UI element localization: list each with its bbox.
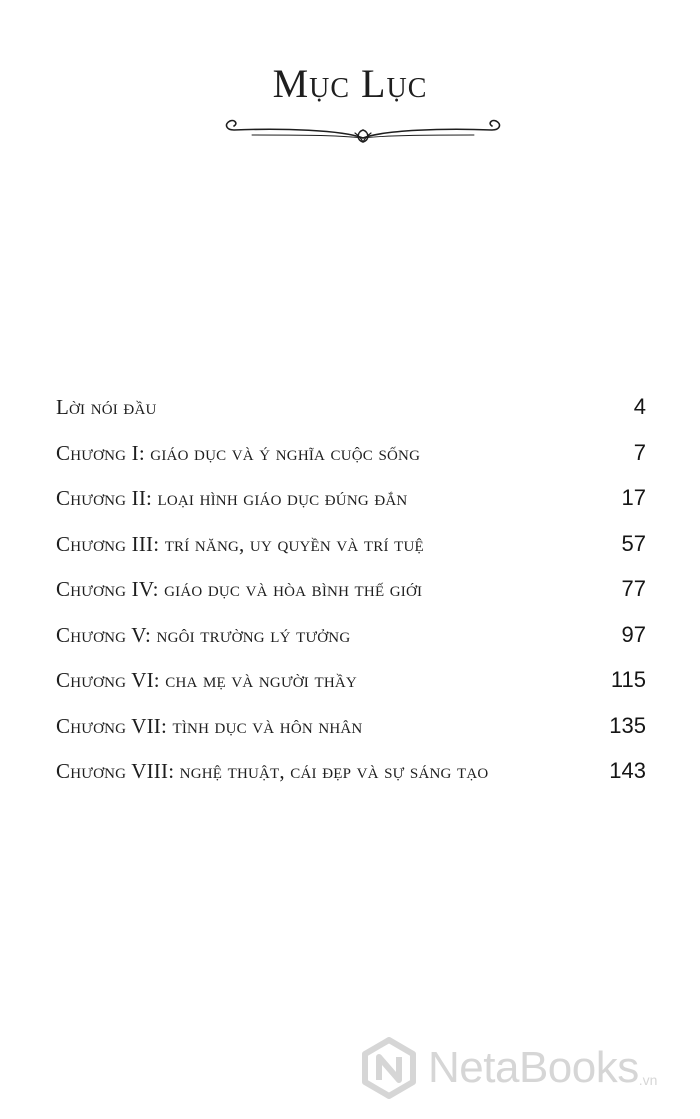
table-of-contents <box>56 394 646 804</box>
toc-entry[interactable] <box>56 622 646 668</box>
page-title: Mục Lục <box>272 61 428 106</box>
toc-entry[interactable] <box>56 576 646 622</box>
netabooks-logo-icon <box>358 1037 420 1099</box>
toc-entry-label: Chương I: giáo dục và ý nghĩa cuộc sống <box>56 440 421 465</box>
toc-entry-label: Chương VII: tình dục và hôn nhân <box>56 713 363 738</box>
toc-entry-page: 17 <box>621 485 646 510</box>
toc-entry-page: 135 <box>609 712 646 738</box>
toc-entry[interactable] <box>56 531 646 577</box>
toc-entry[interactable] <box>56 485 646 531</box>
toc-entry-page: 7 <box>633 439 646 465</box>
toc-entry-page: 97 <box>621 621 646 647</box>
ornament-divider <box>222 108 504 148</box>
watermark <box>358 1028 688 1108</box>
toc-entry-page: 57 <box>621 530 646 556</box>
toc-entry-label: Chương V: ngôi trường lý tưởng <box>56 622 351 647</box>
toc-entry-label: Chương II: loại hình giáo dục đúng đắn <box>56 486 408 510</box>
toc-entry-page: 4 <box>633 394 646 419</box>
toc-entry[interactable] <box>56 713 646 759</box>
toc-entry[interactable] <box>56 758 646 804</box>
toc-entry[interactable] <box>56 394 646 440</box>
watermark-suffix: .vn <box>638 1072 658 1088</box>
toc-entry-label: Chương IV: giáo dục và hòa bình thế giới <box>56 577 423 601</box>
toc-entry-page: 115 <box>610 667 646 692</box>
toc-entry[interactable] <box>56 667 646 713</box>
toc-entry-label: Chương III: trí năng, uy quyền và trí tuệ <box>56 531 424 556</box>
toc-entry-label: Lời nói đầu <box>56 395 157 419</box>
toc-entry-page: 77 <box>621 576 646 601</box>
toc-entry-label: Chương VIII: nghệ thuật, cái đẹp và sự sáng tạo <box>56 759 489 783</box>
toc-entry-page: 143 <box>609 758 646 783</box>
toc-entry-label: Chương VI: cha mẹ và người thầy <box>56 668 357 692</box>
watermark-text: NetaBooks <box>428 1043 639 1092</box>
toc-entry[interactable] <box>56 440 646 486</box>
